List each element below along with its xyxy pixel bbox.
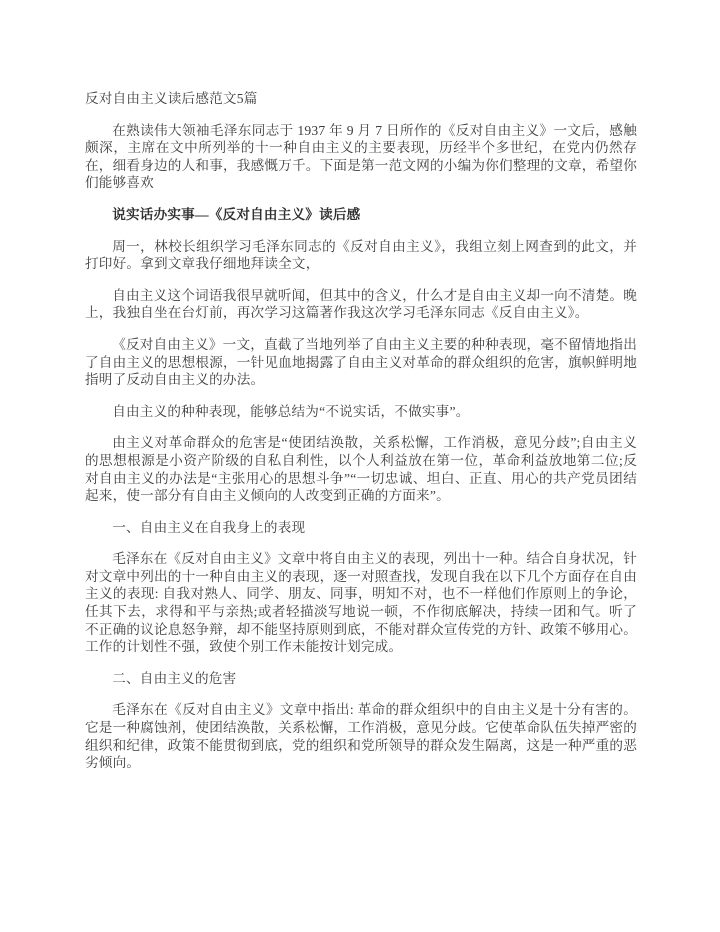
section-2-paragraph: 毛泽东在《反对自由主义》文章中指出: 革命的群众组织中的自由主义是十分有害的。它是一种腐蚀剂，使团结涣散，关系松懈，工作消极，意见分歧。它使革命队伍失掉严密的组织和纪律，政策不能贯彻到底，党的组织和党所领导的群众发生隔离，这是一种严重的恶劣倾向。 <box>85 702 637 771</box>
intro-paragraph: 在熟读伟大领袖毛泽东同志于 1937 年 9 月 7 日所作的《反对自由主义》一文后，感触颇深，主席在文中所列举的十一种自由主义的主要表现，历经半个多世纪，在党内仍然存在，细看身边的人和事，我感慨万千。下面是第一范文网的小编为你们整理的文章，希望你们能够喜欢 <box>85 122 637 191</box>
document-title: 反对自由主义读后感范文5篇 <box>85 91 258 106</box>
body-paragraph-1: 周一，林校长组织学习毛泽东同志的《反对自由主义》，我组立刻上网查到的此文，并打印好。拿到文章我仔细地拜读全文， <box>85 238 637 272</box>
body-paragraph-5: 由主义对革命群众的危害是“使团结涣散，关系松懈，工作消极，意见分歧”;自由主义的思想根源是小资产阶级的自私自利性，以个人利益放在第一位，革命利益放地第二位;反对自由主义的办法是“主张用心的思想斗争”“一切忠诚、坦白、正直、用心的共产党员团结起来，使一部分有自由主义倾向的人改变到正确的方面来”。 <box>85 435 637 504</box>
body-paragraph-2: 自由主义这个词语我很早就听闻，但其中的含义，什么才是自由主义却一向不清楚。晚上，我独自坐在台灯前，再次学习这篇著作我这次学习毛泽东同志《反自由主义》。 <box>85 287 637 321</box>
essay-title-heading: 说实话办实事—《反对自由主义》读后感 <box>112 206 361 222</box>
body-paragraph-4: 自由主义的种种表现，能够总结为“不说实话，不做实事”。 <box>112 403 470 419</box>
body-paragraph-3: 《反对自由主义》一文，直截了当地列举了自由主义主要的种种表现，毫不留情地指出了自由主义的思想根源，一针见血地揭露了自由主义对革命的群众组织的危害，旗帜鲜明地指明了反动自由主义的办法。 <box>85 336 637 388</box>
section-heading-1: 一、自由主义在自我身上的表现 <box>112 519 306 535</box>
section-1-paragraph: 毛泽东在《反对自由主义》文章中将自由主义的表现，列出十一种。结合自身状况，针对文章中列出的十一种自由主义的表现，逐一对照查找，发现自我在以下几个方面存在自由主义的表现: 自我对熟人、同学、朋友、同事，明知不对，也不一样他们作原则上的争论，任其下去，求得和平与亲热;或者轻描淡写地说一顿，不作彻底解决，持续一团和气。听了不正确的议论息怒争辩，却不能坚持原则到底，不能对群众宣传党的方针、政策不够用心。工作的计划性不强，致使个别工作未能按计划完成。 <box>85 551 637 655</box>
section-heading-2: 二、自由主义的危害 <box>112 670 237 686</box>
